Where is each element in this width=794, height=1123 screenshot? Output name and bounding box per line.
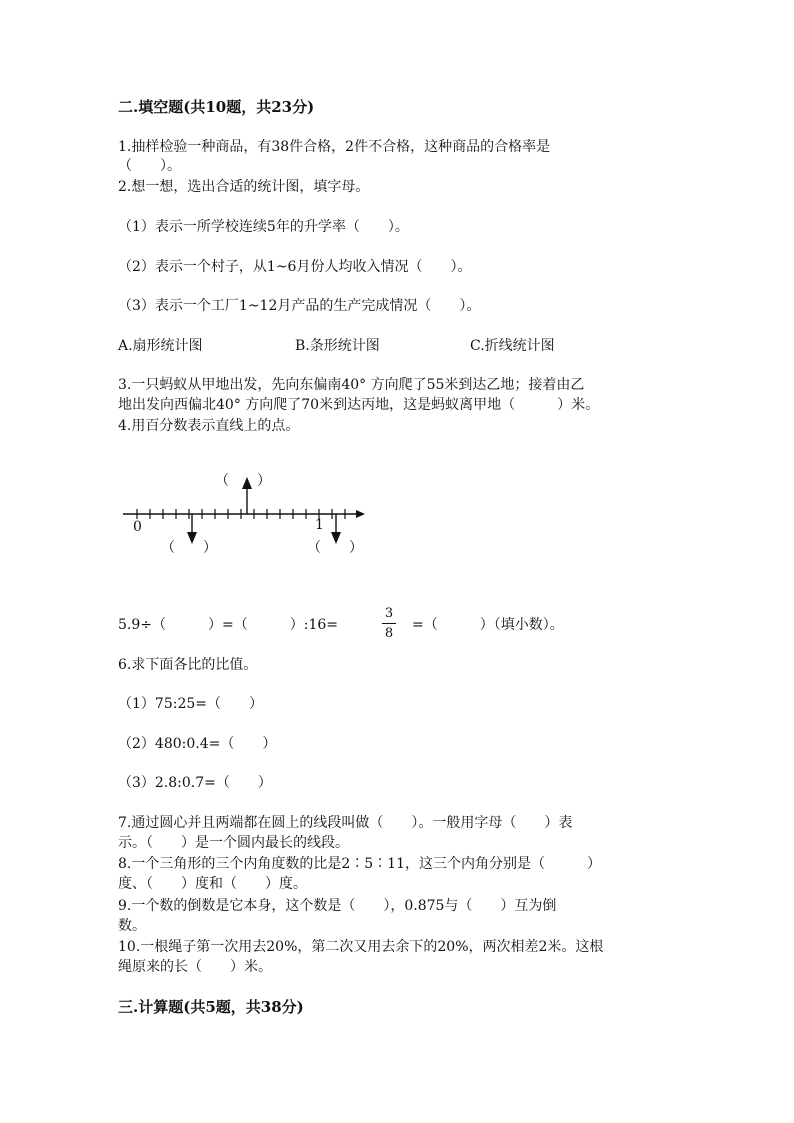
q9-line1: 9.一个数的倒数是它本身，这个数是（ ），0.875与（ ）互为倒 <box>118 898 557 914</box>
q2-sub3: （3）表示一个工厂1~12月产品的生产完成情况（ ）。 <box>118 298 481 314</box>
q6-sub3: （3）2.8:0.7=（ ） <box>118 775 272 791</box>
label-zero: 0 <box>133 519 142 535</box>
fraction-numerator: 3 <box>384 606 394 621</box>
blank-left: （ ） <box>161 540 217 556</box>
q6-stem: 6.求下面各比的比值。 <box>118 657 258 673</box>
q3-line1: 3.一只蚂蚁从甲地出发，先向东偏南40° 方向爬了55米到达乙地；接着由乙 <box>118 377 585 393</box>
fraction-bar <box>382 623 396 624</box>
section-2-title: 二.填空题(共10题，共23分) <box>118 98 315 116</box>
fraction-three-eighths <box>382 606 396 641</box>
q10-line2: 绳原来的长（ ）米。 <box>118 959 272 975</box>
q2-option-a: A.扇形统计图 <box>118 338 203 354</box>
q8-line1: 8.一个三角形的三个内角度数的比是2∶5∶11，这三个内角分别是（ ） <box>118 856 601 872</box>
q5-part1: 5.9÷（ ）=（ ）:16= <box>118 617 338 633</box>
q1-line2: （ ）。 <box>118 158 181 174</box>
fraction-denominator: 8 <box>384 626 394 641</box>
q7-line2: 示。（ ）是一个圆内最长的线段。 <box>118 835 349 851</box>
label-one: 1 <box>315 517 324 533</box>
blank-top: （ ） <box>215 473 271 489</box>
q2-sub2: （2）表示一个村子，从1~6月份人均收入情况（ ）。 <box>118 259 472 275</box>
number-line-figure <box>115 465 375 560</box>
q5-part2: =（ ）（填小数）。 <box>412 617 564 633</box>
q2-stem: 2.想一想，选出合适的统计图，填字母。 <box>118 179 370 195</box>
q4-stem: 4.用百分数表示直线上的点。 <box>118 418 300 434</box>
q2-option-c: C.折线统计图 <box>470 338 555 354</box>
q1-line1: 1.抽样检验一种商品，有38件合格，2件不合格，这种商品的合格率是 <box>118 139 551 155</box>
q2-sub1: （1）表示一所学校连续5年的升学率（ ）。 <box>118 219 409 235</box>
number-line-arrowhead <box>356 510 365 518</box>
q9-line2: 数。 <box>118 918 146 934</box>
q6-sub2: （2）480:0.4=（ ） <box>118 736 277 752</box>
q2-option-b: B.条形统计图 <box>295 338 380 354</box>
section-3-title: 三.计算题(共5题，共38分) <box>118 998 304 1016</box>
q3-line2: 地出发向西偏北40° 方向爬了70米到达丙地，这是蚂蚁离甲地（ ）米。 <box>118 397 600 413</box>
q6-sub1: （1）75:25=（ ） <box>118 696 263 712</box>
q8-line2: 度、（ ）度和（ ）度。 <box>118 876 307 892</box>
q10-line1: 10.一根绳子第一次用去20%，第二次又用去余下的20%，两次相差2米。这根 <box>118 939 604 955</box>
q7-line1: 7.通过圆心并且两端都在圆上的线段叫做（ ）。一般用字母（ ）表 <box>118 815 573 831</box>
blank-right: （ ） <box>307 540 363 556</box>
